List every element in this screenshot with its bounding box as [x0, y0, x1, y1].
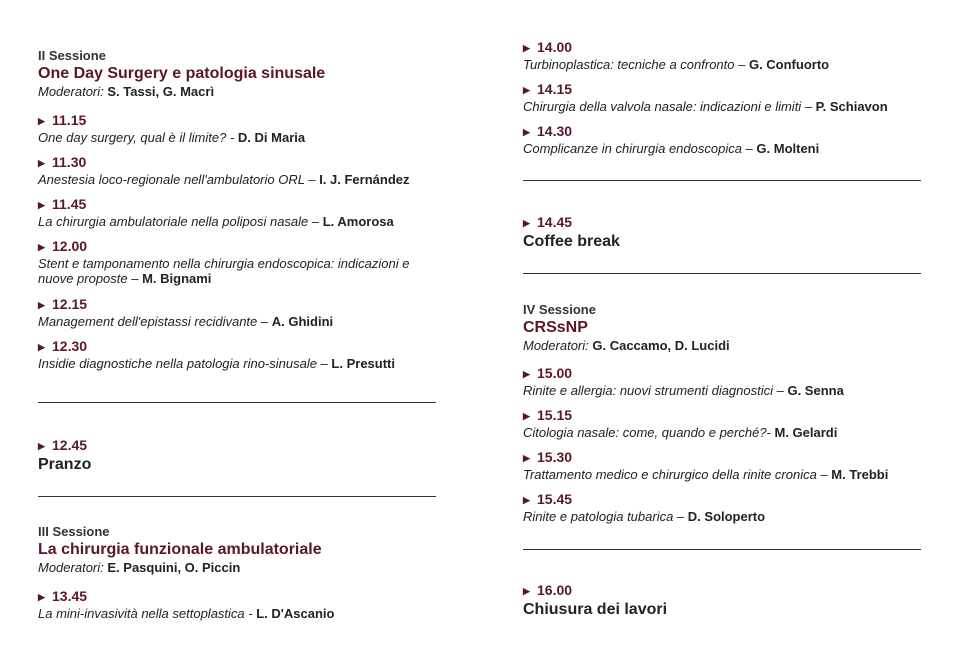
speaker: P. Schiavon	[815, 99, 888, 114]
program-item	[523, 364, 923, 398]
triangle-right-icon: ▶	[523, 411, 530, 421]
closing	[523, 581, 923, 620]
talk	[38, 606, 438, 621]
speaker: L. Presutti	[331, 356, 395, 371]
session-title: One Day Surgery e patologia sinusale	[38, 65, 326, 82]
talk-title: Anestesia loco-regionale nell'ambulatorio ORL –	[38, 172, 320, 187]
divider	[523, 180, 921, 181]
time-label: 12.30	[52, 338, 88, 354]
talk	[523, 141, 923, 156]
talk	[38, 130, 438, 145]
program-item	[38, 153, 438, 187]
time-slot	[523, 490, 923, 509]
triangle-right-icon: ▶	[38, 158, 45, 168]
triangle-right-icon: ▶	[38, 441, 45, 451]
program-item	[38, 111, 438, 145]
triangle-right-icon: ▶	[523, 495, 530, 505]
time-label: 14.15	[537, 81, 573, 97]
triangle-right-icon: ▶	[523, 127, 530, 137]
time-label: 12.15	[52, 296, 88, 312]
moderators-names: G. Caccamo, D. Lucidi	[592, 338, 730, 353]
program-item	[523, 490, 923, 524]
speaker: M. Bignami	[142, 271, 212, 286]
time-slot	[523, 406, 923, 425]
time-slot	[523, 38, 923, 57]
triangle-right-icon: ▶	[38, 200, 45, 210]
speaker: L. D'Ascanio	[256, 606, 335, 621]
talk	[38, 214, 438, 229]
divider	[523, 273, 921, 274]
triangle-right-icon: ▶	[38, 116, 45, 126]
time-label: 11.30	[52, 154, 87, 170]
triangle-right-icon: ▶	[38, 300, 45, 310]
talk-title: Rinite e patologia tubarica –	[523, 509, 688, 524]
time-label: 15.30	[537, 449, 573, 465]
divider	[38, 496, 436, 497]
speaker: D. Soloperto	[687, 509, 766, 524]
talk-title: Stent e tamponamento nella chirurgia endoscopica: indicazioni e nuove proposte –	[38, 256, 410, 286]
talk-title: Complicanze in chirurgia endoscopica –	[523, 141, 757, 156]
time-label: 16.00	[537, 582, 573, 598]
divider	[523, 549, 921, 550]
speaker: M. Gelardi	[774, 425, 838, 440]
time-label: 12.45	[52, 437, 88, 453]
program-item	[523, 80, 923, 114]
moderators-names: S. Tassi, G. Macrì	[107, 84, 215, 99]
program-item	[523, 406, 923, 440]
time-slot	[38, 436, 438, 455]
talk	[38, 356, 438, 371]
divider	[38, 402, 436, 403]
triangle-right-icon: ▶	[38, 342, 45, 352]
moderators	[38, 560, 438, 575]
speaker: M. Trebbi	[831, 467, 889, 482]
talk-title: Turbinoplastica: tecniche a confronto –	[523, 57, 749, 72]
triangle-right-icon: ▶	[38, 592, 45, 602]
session-label: IV Sessione	[523, 302, 596, 317]
talk	[523, 425, 923, 440]
time-slot	[523, 80, 923, 99]
triangle-right-icon: ▶	[523, 369, 530, 379]
time-slot	[38, 295, 438, 314]
program-item	[38, 337, 438, 371]
break-title: Pranzo	[38, 456, 92, 473]
program-item	[38, 295, 438, 329]
program-item	[523, 122, 923, 156]
moderators	[523, 338, 923, 353]
talk-title: Trattamento medico e chirurgico della rinite cronica –	[523, 467, 832, 482]
moderators-label: Moderatori:	[523, 338, 589, 353]
session-title: La chirurgia funzionale ambulatoriale	[38, 541, 322, 558]
time-slot	[523, 448, 923, 467]
session-title: CRSsNP	[523, 319, 588, 336]
lunch-break	[38, 436, 438, 475]
talk-title: La mini-invasività nella settoplastica -	[38, 606, 257, 621]
program-item	[523, 448, 923, 482]
talk	[523, 509, 923, 524]
time-label: 14.30	[537, 123, 573, 139]
time-slot	[38, 237, 438, 256]
talk	[523, 383, 923, 398]
time-label: 15.15	[537, 407, 573, 423]
time-slot	[38, 195, 438, 214]
talk	[38, 172, 438, 187]
triangle-right-icon: ▶	[38, 242, 45, 252]
time-label: 12.00	[52, 238, 88, 254]
talk	[523, 57, 923, 72]
session-3-header	[38, 524, 438, 575]
triangle-right-icon: ▶	[523, 85, 530, 95]
speaker: L. Amorosa	[322, 214, 394, 229]
time-slot	[38, 153, 438, 172]
speaker: G. Confuorto	[748, 57, 830, 72]
break-title: Coffee break	[523, 233, 620, 250]
coffee-break	[523, 213, 923, 252]
program-item	[38, 587, 438, 621]
triangle-right-icon: ▶	[523, 218, 530, 228]
talk	[523, 99, 923, 114]
time-label: 14.00	[537, 39, 573, 55]
speaker: G. Molteni	[756, 141, 820, 156]
talk-title: Management dell'epistassi recidivante –	[38, 314, 272, 329]
triangle-right-icon: ▶	[523, 43, 530, 53]
talk-title: Insidie diagnostiche nella patologia rino-sinusale –	[38, 356, 332, 371]
time-label: 15.45	[537, 491, 573, 507]
talk	[38, 256, 438, 286]
moderators-label: Moderatori:	[38, 560, 104, 575]
time-label: 15.00	[537, 365, 573, 381]
talk	[523, 467, 923, 482]
time-slot	[523, 364, 923, 383]
speaker: I. J. Fernández	[319, 172, 410, 187]
session-label: III Sessione	[38, 524, 110, 539]
time-slot	[38, 587, 438, 606]
break-title: Chiusura dei lavori	[523, 601, 668, 618]
talk-title: Citologia nasale: come, quando e perché?-	[523, 425, 775, 440]
moderators-label: Moderatori:	[38, 84, 104, 99]
session-label: II Sessione	[38, 48, 106, 63]
moderators	[38, 84, 438, 99]
speaker: G. Senna	[787, 383, 844, 398]
session-2-header	[38, 48, 438, 99]
talk-title: Chirurgia della valvola nasale: indicazioni e limiti –	[523, 99, 816, 114]
program-item	[38, 195, 438, 229]
program-item	[38, 237, 438, 286]
program-item	[523, 38, 923, 72]
session-4-header	[523, 302, 923, 353]
time-label: 14.45	[537, 214, 573, 230]
triangle-right-icon: ▶	[523, 453, 530, 463]
talk-title: La chirurgia ambulatoriale nella poliposi nasale –	[38, 214, 323, 229]
triangle-right-icon: ▶	[523, 586, 530, 596]
talk-title: Rinite e allergia: nuovi strumenti diagnostici –	[523, 383, 788, 398]
time-slot	[38, 111, 438, 130]
speaker: A. Ghidini	[271, 314, 334, 329]
moderators-names: E. Pasquini, O. Piccin	[107, 560, 241, 575]
speaker: D. Di Maria	[237, 130, 306, 145]
talk-title: One day surgery, qual è il limite? -	[38, 130, 238, 145]
talk	[38, 314, 438, 329]
time-slot	[38, 337, 438, 356]
time-slot	[523, 581, 923, 600]
time-label: 13.45	[52, 588, 88, 604]
time-slot	[523, 213, 923, 232]
time-slot	[523, 122, 923, 141]
time-label: 11.15	[52, 112, 87, 128]
time-label: 11.45	[52, 196, 87, 212]
